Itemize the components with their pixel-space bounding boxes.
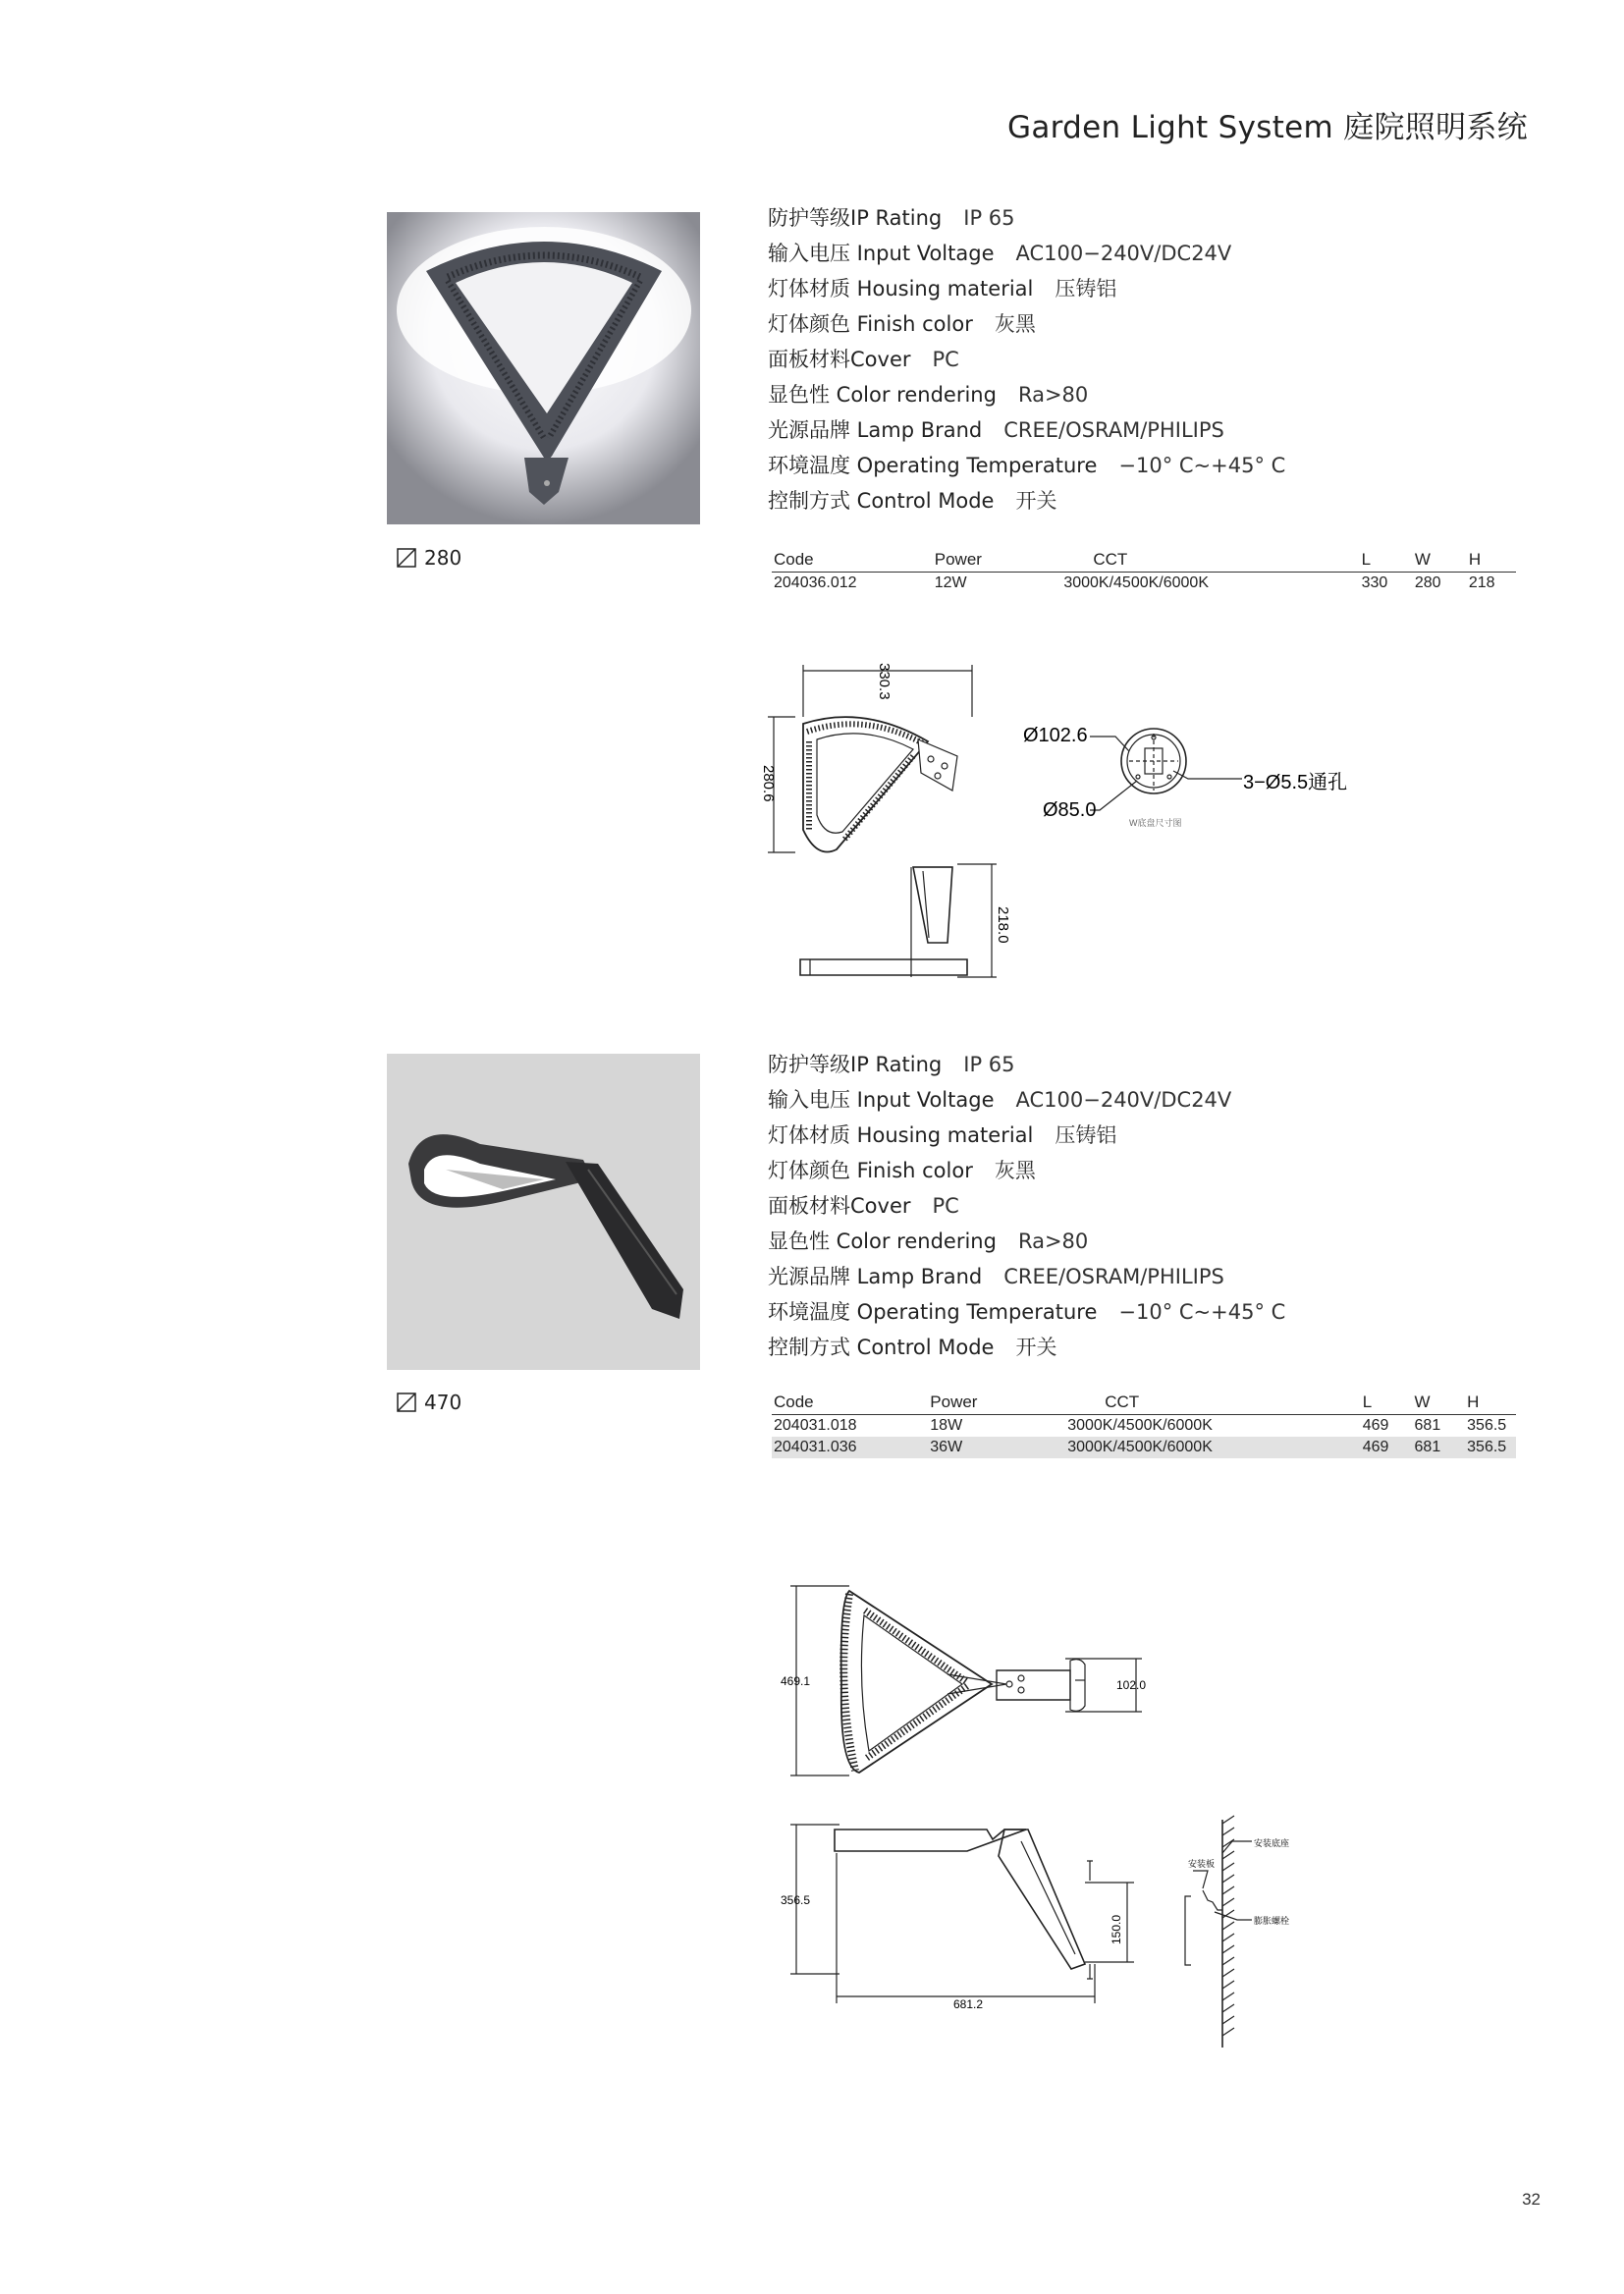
spec-value: 压铸铝 (1055, 277, 1117, 300)
spec-row (768, 236, 1285, 271)
wall-label-1: 安装底座 (1254, 1838, 1290, 1848)
cell-l: 330 (1361, 574, 1388, 591)
size-value: 280 (424, 546, 462, 570)
col-l: L (1360, 550, 1413, 573)
spec-value: 压铸铝 (1055, 1123, 1117, 1147)
spec-label: 灯体材质 Housing material (768, 277, 1034, 300)
spec-label: 灯体颜色 Finish color (768, 312, 973, 336)
spec-row (768, 342, 1285, 377)
dim-holes: 3−Ø5.5通孔 (1243, 772, 1348, 793)
col-w: W (1413, 550, 1467, 573)
spec-list-2 (768, 1047, 1285, 1365)
square-diagonal-icon (397, 548, 416, 568)
cell-w: 681 (1414, 1417, 1441, 1434)
spec-value: −10° C~+45° C (1118, 1300, 1286, 1324)
col-h: H (1467, 550, 1516, 573)
wall-label-2: 安装板 (1188, 1859, 1216, 1869)
col-code: Code (772, 550, 933, 573)
spec-label: 防护等级IP Rating (768, 1053, 943, 1076)
spec-label: 控制方式 Control Mode (768, 1336, 995, 1359)
spec-value: 开关 (1015, 1336, 1057, 1359)
square-diagonal-icon (397, 1393, 416, 1412)
spec-row (768, 377, 1285, 412)
spec-value: CREE/OSRAM/PHILIPS (1003, 1265, 1224, 1288)
cell-h: 218 (1468, 574, 1495, 591)
spec-label: 环境温度 Operating Temperature (768, 454, 1098, 477)
spec-value: Ra>80 (1017, 1229, 1089, 1253)
product-photo-1 (387, 212, 700, 524)
spec-row (768, 200, 1285, 236)
spec-label: 显色性 Color rendering (768, 1229, 997, 1253)
cell-l: 469 (1361, 1437, 1413, 1458)
spec-label: 输入电压 Input Voltage (768, 1088, 995, 1112)
spec-row (768, 1259, 1285, 1294)
dim-height: 280.6 (760, 765, 777, 802)
cell-w: 280 (1414, 574, 1441, 591)
spec-label: 光源品牌 Lamp Brand (768, 1265, 983, 1288)
spec-label: 控制方式 Control Mode (768, 489, 995, 513)
spec-value: AC100−240V/DC24V (1015, 1088, 1232, 1112)
spec-list-1 (768, 200, 1285, 519)
spec-row (768, 1153, 1285, 1188)
spec-row (768, 271, 1285, 306)
spec-label: 显色性 Color rendering (768, 383, 997, 407)
dim-height-side: 356.5 (781, 1893, 811, 1907)
dim-d2: Ø85.0 (1043, 799, 1097, 821)
spec-row (768, 1047, 1285, 1082)
spec-row (768, 448, 1285, 483)
spec-value: CREE/OSRAM/PHILIPS (1003, 418, 1224, 442)
spec-row (768, 1082, 1285, 1118)
cell-power: 18W (930, 1417, 963, 1434)
col-cct: CCT (1036, 1393, 1361, 1415)
dim-mount: 150.0 (1110, 1914, 1123, 1944)
spec-row (768, 1188, 1285, 1224)
table-header-row (772, 550, 1516, 573)
cell-code: 204031.036 (772, 1437, 928, 1458)
spec-label: 灯体材质 Housing material (768, 1123, 1034, 1147)
dim-d1: Ø102.6 (1023, 725, 1088, 746)
wall-label-3: 膨胀螺栓 (1254, 1916, 1290, 1926)
col-power: Power (933, 550, 1045, 573)
cell-code: 204036.012 (774, 574, 857, 591)
spec-row (768, 1294, 1285, 1330)
spec-label: 环境温度 Operating Temperature (768, 1300, 1098, 1324)
table-row (772, 573, 1516, 595)
technical-drawing-1 (756, 643, 1365, 997)
cell-code: 204031.018 (774, 1417, 857, 1434)
spec-value: 灰黑 (994, 312, 1036, 336)
spec-row (768, 306, 1285, 342)
size-tag-1 (397, 546, 461, 570)
dim-note: W底盘尺寸图 (1129, 818, 1182, 828)
spec-value: IP 65 (963, 206, 1015, 230)
dim-depth: 218.0 (995, 906, 1011, 944)
spec-value: IP 65 (963, 1053, 1015, 1076)
table-row (772, 1437, 1516, 1458)
spec-value: PC (932, 348, 959, 371)
spec-row (768, 1118, 1285, 1153)
cell-l: 469 (1362, 1417, 1389, 1434)
product-photo-2 (387, 1054, 700, 1370)
dim-base: 102.0 (1116, 1678, 1147, 1692)
spec-label: 面板材料Cover (768, 348, 911, 371)
page-number: 32 (1522, 2190, 1541, 2209)
cell-cct: 3000K/4500K/6000K (1063, 574, 1209, 591)
cell-h: 356.5 (1467, 1417, 1507, 1434)
page-header: Garden Light System 庭院照明系统 (1007, 110, 1528, 145)
technical-drawing-2 (771, 1576, 1321, 2057)
spec-label: 灯体颜色 Finish color (768, 1159, 973, 1182)
spec-row (768, 483, 1285, 519)
spec-row (768, 412, 1285, 448)
cell-power: 12W (934, 574, 967, 591)
cell-cct: 3000K/4500K/6000K (1067, 1417, 1213, 1434)
dim-width: 330.3 (876, 663, 893, 700)
spec-label: 输入电压 Input Voltage (768, 242, 995, 265)
size-tag-2 (397, 1391, 461, 1414)
table-header-row (772, 1393, 1516, 1415)
spec-row (768, 1330, 1285, 1365)
spec-value: 灰黑 (994, 1159, 1036, 1182)
spec-value: Ra>80 (1017, 383, 1089, 407)
col-code: Code (772, 1393, 928, 1415)
dim-length: 681.2 (953, 1997, 984, 2011)
cell-h: 356.5 (1465, 1437, 1516, 1458)
col-cct: CCT (1044, 550, 1359, 573)
spec-value: PC (932, 1194, 959, 1218)
code-table-1 (772, 550, 1516, 594)
cell-cct: 3000K/4500K/6000K (1036, 1437, 1361, 1458)
size-value: 470 (424, 1391, 462, 1414)
col-w: W (1413, 1393, 1466, 1415)
code-table-2 (772, 1393, 1516, 1458)
cell-w: 681 (1413, 1437, 1466, 1458)
spec-label: 光源品牌 Lamp Brand (768, 418, 983, 442)
col-power: Power (928, 1393, 1036, 1415)
table-row (772, 1415, 1516, 1438)
spec-value: AC100−240V/DC24V (1015, 242, 1232, 265)
col-h: H (1465, 1393, 1516, 1415)
spec-value: −10° C~+45° C (1118, 454, 1286, 477)
dim-height-top: 469.1 (781, 1674, 811, 1688)
col-l: L (1361, 1393, 1413, 1415)
spec-label: 防护等级IP Rating (768, 206, 943, 230)
cell-power: 36W (928, 1437, 1036, 1458)
spec-row (768, 1224, 1285, 1259)
spec-value: 开关 (1015, 489, 1057, 513)
spec-label: 面板材料Cover (768, 1194, 911, 1218)
